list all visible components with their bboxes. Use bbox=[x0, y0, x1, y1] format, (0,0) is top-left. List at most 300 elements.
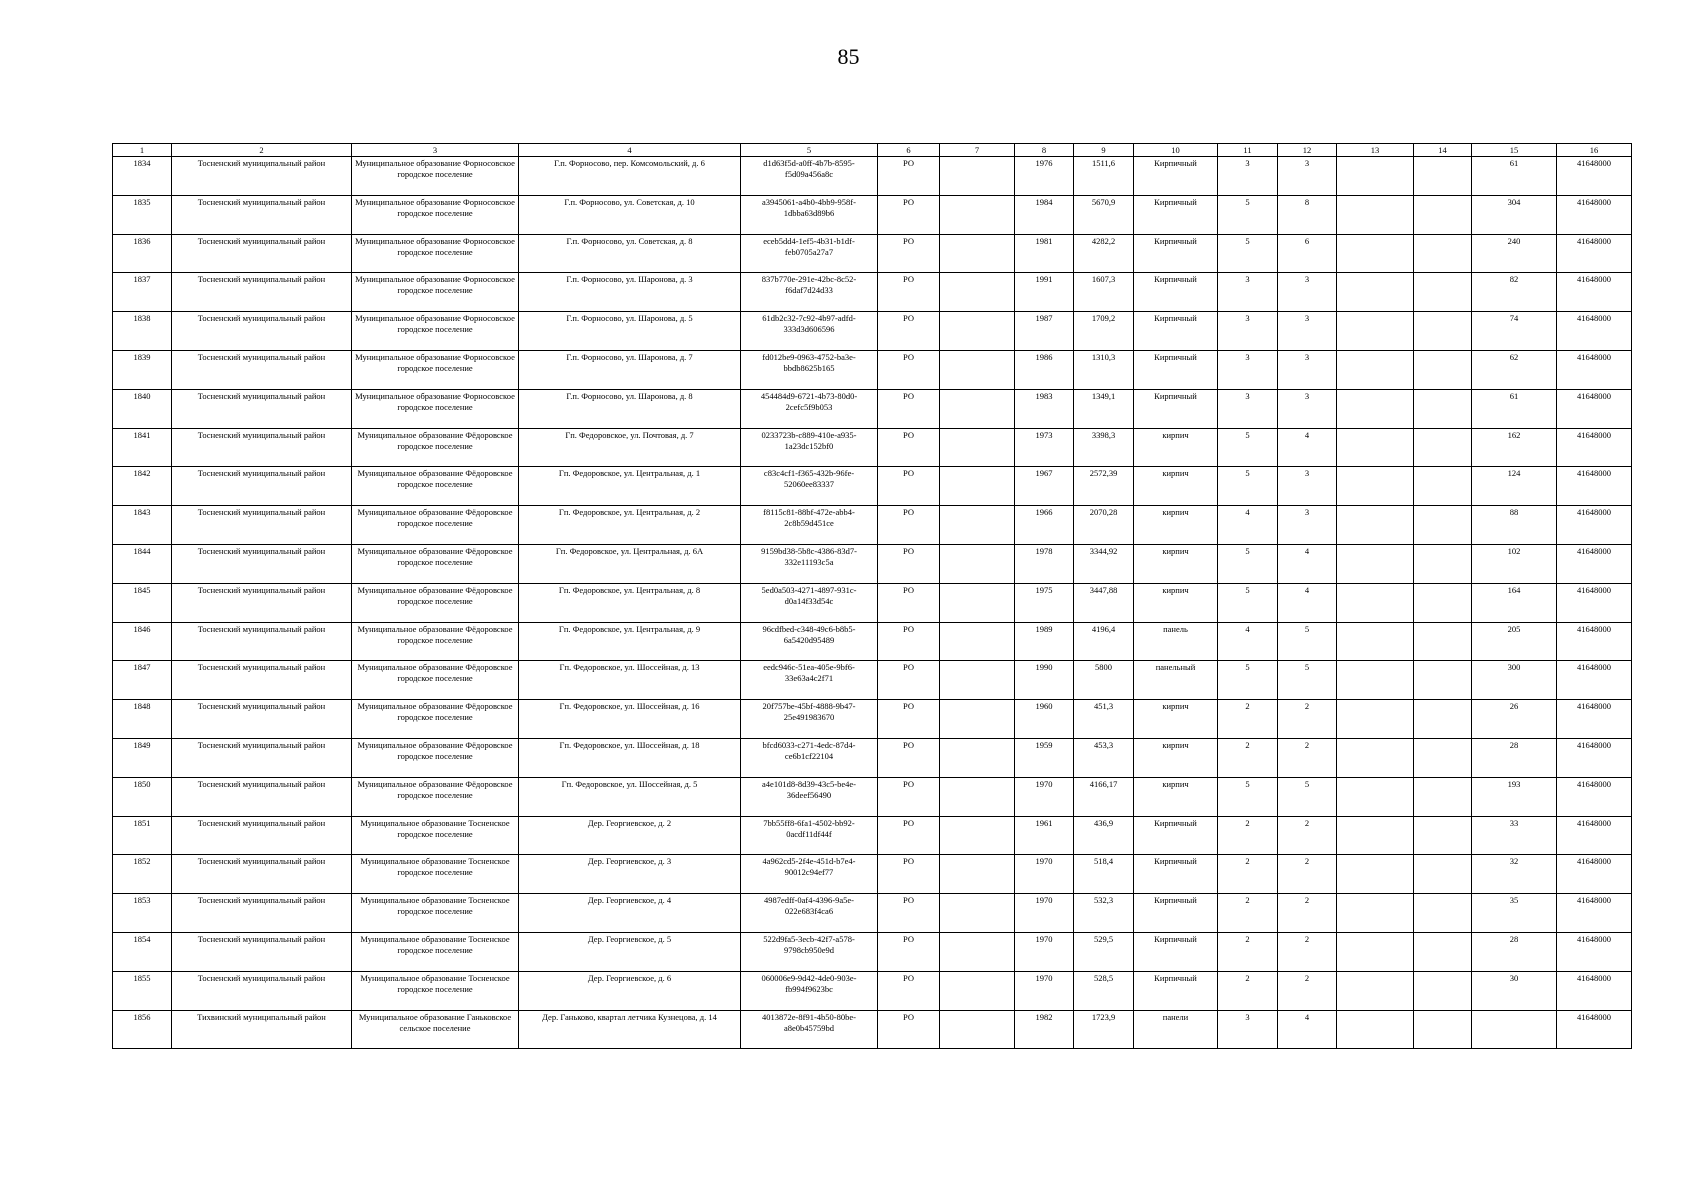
table-row bbox=[113, 661, 1632, 700]
cell-col-oktmo: 41648000 bbox=[1557, 1010, 1632, 1048]
cell-col-entrances: 3 bbox=[1278, 467, 1337, 506]
cell-col-floors: 3 bbox=[1218, 312, 1278, 351]
cell-col-municipality: Муниципальное образование Форносовское городское поселение bbox=[352, 157, 519, 196]
cell-col-municipality: Муниципальное образование Фёдоровское городское поселение bbox=[352, 661, 519, 700]
cell-col-area: 529,5 bbox=[1074, 932, 1134, 971]
cell-col-number: 1848 bbox=[113, 700, 172, 739]
cell-col-floors: 3 bbox=[1218, 157, 1278, 196]
table-row bbox=[113, 467, 1632, 506]
cell-col-municipality: Муниципальное образование Фёдоровское городское поселение bbox=[352, 738, 519, 777]
cell-col-municipality: Муниципальное образование Тосненское городское поселение bbox=[352, 816, 519, 855]
cell-col-type: РО bbox=[878, 894, 940, 933]
cell-col-district: Тосненский муниципальный район bbox=[172, 777, 352, 816]
cell-col-area: 3398,3 bbox=[1074, 428, 1134, 467]
cell-col-municipality: Муниципальное образование Форносовское городское поселение bbox=[352, 389, 519, 428]
cell-col-guid: 4a962cd5-2f4e-451d-b7e4-90012c94ef77 bbox=[741, 855, 878, 894]
cell-col-municipality: Муниципальное образование Форносовское городское поселение bbox=[352, 350, 519, 389]
cell-col-number: 1841 bbox=[113, 428, 172, 467]
cell-col-material: Кирпичный bbox=[1134, 971, 1218, 1010]
cell-col-district: Тосненский муниципальный район bbox=[172, 583, 352, 622]
cell-col-area: 532,3 bbox=[1074, 894, 1134, 933]
cell-col-residents: 162 bbox=[1472, 428, 1557, 467]
cell-col-empty-14 bbox=[1414, 622, 1472, 661]
cell-col-empty-13 bbox=[1337, 894, 1414, 933]
cell-col-area: 1723,9 bbox=[1074, 1010, 1134, 1048]
cell-col-entrances: 4 bbox=[1278, 583, 1337, 622]
cell-col-district: Тосненский муниципальный район bbox=[172, 661, 352, 700]
cell-col-district: Тосненский муниципальный район bbox=[172, 932, 352, 971]
cell-col-material: Кирпичный bbox=[1134, 389, 1218, 428]
header-cell-col-district: 2 bbox=[172, 144, 352, 157]
header-cell-col-material: 10 bbox=[1134, 144, 1218, 157]
cell-col-empty-14 bbox=[1414, 777, 1472, 816]
cell-col-district: Тосненский муниципальный район bbox=[172, 234, 352, 273]
cell-col-empty-13 bbox=[1337, 234, 1414, 273]
cell-col-district: Тосненский муниципальный район bbox=[172, 389, 352, 428]
cell-col-municipality: Муниципальное образование Форносовское городское поселение bbox=[352, 195, 519, 234]
cell-col-residents: 82 bbox=[1472, 273, 1557, 312]
cell-col-area: 4196,4 bbox=[1074, 622, 1134, 661]
cell-col-floors: 2 bbox=[1218, 932, 1278, 971]
cell-col-municipality: Муниципальное образование Тосненское городское поселение bbox=[352, 932, 519, 971]
cell-col-floors: 3 bbox=[1218, 389, 1278, 428]
cell-col-address: Гп. Федоровское, ул. Центральная, д. 2 bbox=[519, 506, 741, 545]
cell-col-entrances: 2 bbox=[1278, 855, 1337, 894]
cell-col-material: кирпич bbox=[1134, 506, 1218, 545]
cell-col-year: 1987 bbox=[1015, 312, 1074, 351]
cell-col-empty-14 bbox=[1414, 544, 1472, 583]
cell-col-year: 1966 bbox=[1015, 506, 1074, 545]
cell-col-address: Дер. Георгиевское, д. 2 bbox=[519, 816, 741, 855]
cell-col-material: Кирпичный bbox=[1134, 234, 1218, 273]
cell-col-address: Г.п. Форносово, ул. Шаронова, д. 3 bbox=[519, 273, 741, 312]
cell-col-area: 5800 bbox=[1074, 661, 1134, 700]
cell-col-year: 1982 bbox=[1015, 1010, 1074, 1048]
cell-col-material: кирпич bbox=[1134, 428, 1218, 467]
cell-col-material: панели bbox=[1134, 1010, 1218, 1048]
cell-col-municipality: Муниципальное образование Ганьковское сельское поселение bbox=[352, 1010, 519, 1048]
cell-col-district: Тосненский муниципальный район bbox=[172, 544, 352, 583]
cell-col-type: РО bbox=[878, 312, 940, 351]
cell-col-residents: 28 bbox=[1472, 932, 1557, 971]
cell-col-oktmo: 41648000 bbox=[1557, 195, 1632, 234]
cell-col-municipality: Муниципальное образование Тосненское городское поселение bbox=[352, 971, 519, 1010]
cell-col-floors: 3 bbox=[1218, 350, 1278, 389]
cell-col-address: Гп. Федоровское, ул. Шоссейная, д. 18 bbox=[519, 738, 741, 777]
cell-col-district: Тосненский муниципальный район bbox=[172, 157, 352, 196]
cell-col-municipality: Муниципальное образование Фёдоровское городское поселение bbox=[352, 777, 519, 816]
cell-col-oktmo: 41648000 bbox=[1557, 234, 1632, 273]
cell-col-year: 1970 bbox=[1015, 932, 1074, 971]
header-cell-col-municipality: 3 bbox=[352, 144, 519, 157]
cell-col-oktmo: 41648000 bbox=[1557, 971, 1632, 1010]
cell-col-empty-14 bbox=[1414, 312, 1472, 351]
cell-col-address: Гп. Федоровское, ул. Центральная, д. 1 bbox=[519, 467, 741, 506]
cell-col-municipality: Муниципальное образование Фёдоровское городское поселение bbox=[352, 700, 519, 739]
table-row bbox=[113, 932, 1632, 971]
cell-col-number: 1837 bbox=[113, 273, 172, 312]
cell-col-empty-13 bbox=[1337, 700, 1414, 739]
cell-col-oktmo: 41648000 bbox=[1557, 506, 1632, 545]
header-cell-col-empty-13: 13 bbox=[1337, 144, 1414, 157]
header-row bbox=[113, 144, 1632, 157]
cell-col-type: РО bbox=[878, 816, 940, 855]
cell-col-residents: 205 bbox=[1472, 622, 1557, 661]
cell-col-empty-13 bbox=[1337, 467, 1414, 506]
cell-col-area: 1709,2 bbox=[1074, 312, 1134, 351]
cell-col-empty-14 bbox=[1414, 661, 1472, 700]
cell-col-district: Тосненский муниципальный район bbox=[172, 816, 352, 855]
table-row bbox=[113, 195, 1632, 234]
cell-col-floors: 3 bbox=[1218, 1010, 1278, 1048]
cell-col-empty-13 bbox=[1337, 855, 1414, 894]
table-row bbox=[113, 622, 1632, 661]
cell-col-type: РО bbox=[878, 428, 940, 467]
cell-col-empty-13 bbox=[1337, 273, 1414, 312]
cell-col-entrances: 2 bbox=[1278, 700, 1337, 739]
cell-col-empty-13 bbox=[1337, 777, 1414, 816]
cell-col-floors: 5 bbox=[1218, 195, 1278, 234]
cell-col-residents: 164 bbox=[1472, 583, 1557, 622]
cell-col-address: Г.п. Форносово, ул. Советская, д. 8 bbox=[519, 234, 741, 273]
cell-col-oktmo: 41648000 bbox=[1557, 661, 1632, 700]
cell-col-residents: 26 bbox=[1472, 700, 1557, 739]
cell-col-empty-14 bbox=[1414, 855, 1472, 894]
cell-col-year: 1970 bbox=[1015, 894, 1074, 933]
cell-col-empty-7 bbox=[940, 583, 1015, 622]
cell-col-municipality: Муниципальное образование Форносовское городское поселение bbox=[352, 312, 519, 351]
cell-col-guid: 060006e9-9d42-4de0-903e-fb994f9623bc bbox=[741, 971, 878, 1010]
cell-col-number: 1838 bbox=[113, 312, 172, 351]
cell-col-guid: c83c4cf1-f365-432b-96fe-52060ee83337 bbox=[741, 467, 878, 506]
cell-col-entrances: 5 bbox=[1278, 777, 1337, 816]
cell-col-entrances: 2 bbox=[1278, 894, 1337, 933]
cell-col-address: Г.п. Форносово, ул. Советская, д. 10 bbox=[519, 195, 741, 234]
cell-col-empty-14 bbox=[1414, 350, 1472, 389]
header-cell-col-guid: 5 bbox=[741, 144, 878, 157]
cell-col-number: 1840 bbox=[113, 389, 172, 428]
cell-col-residents: 304 bbox=[1472, 195, 1557, 234]
cell-col-empty-7 bbox=[940, 1010, 1015, 1048]
header-cell-col-entrances: 12 bbox=[1278, 144, 1337, 157]
cell-col-floors: 2 bbox=[1218, 971, 1278, 1010]
cell-col-guid: 20f757be-45bf-4888-9b47-25e491983670 bbox=[741, 700, 878, 739]
cell-col-oktmo: 41648000 bbox=[1557, 777, 1632, 816]
cell-col-oktmo: 41648000 bbox=[1557, 467, 1632, 506]
cell-col-year: 1983 bbox=[1015, 389, 1074, 428]
cell-col-empty-7 bbox=[940, 661, 1015, 700]
cell-col-type: РО bbox=[878, 622, 940, 661]
cell-col-address: Гп. Федоровское, ул. Центральная, д. 9 bbox=[519, 622, 741, 661]
header-cell-col-address: 4 bbox=[519, 144, 741, 157]
header-cell-col-year: 8 bbox=[1015, 144, 1074, 157]
cell-col-type: РО bbox=[878, 932, 940, 971]
cell-col-residents: 33 bbox=[1472, 816, 1557, 855]
cell-col-empty-13 bbox=[1337, 157, 1414, 196]
cell-col-type: РО bbox=[878, 855, 940, 894]
table-row bbox=[113, 855, 1632, 894]
cell-col-municipality: Муниципальное образование Форносовское городское поселение bbox=[352, 234, 519, 273]
cell-col-entrances: 3 bbox=[1278, 506, 1337, 545]
cell-col-empty-13 bbox=[1337, 312, 1414, 351]
cell-col-type: РО bbox=[878, 273, 940, 312]
cell-col-entrances: 2 bbox=[1278, 971, 1337, 1010]
cell-col-empty-14 bbox=[1414, 467, 1472, 506]
cell-col-material: кирпич bbox=[1134, 583, 1218, 622]
cell-col-year: 1961 bbox=[1015, 816, 1074, 855]
cell-col-guid: 0233723b-c889-410e-a935-1a23dc152bf0 bbox=[741, 428, 878, 467]
cell-col-empty-14 bbox=[1414, 506, 1472, 545]
cell-col-year: 1973 bbox=[1015, 428, 1074, 467]
cell-col-district: Тихвинский муниципальный район bbox=[172, 1010, 352, 1048]
cell-col-entrances: 4 bbox=[1278, 1010, 1337, 1048]
cell-col-floors: 5 bbox=[1218, 234, 1278, 273]
cell-col-area: 1349,1 bbox=[1074, 389, 1134, 428]
cell-col-empty-13 bbox=[1337, 350, 1414, 389]
header-cell-col-residents: 15 bbox=[1472, 144, 1557, 157]
cell-col-year: 1970 bbox=[1015, 777, 1074, 816]
cell-col-guid: 96cdfbed-c348-49c6-b8b5-6a5420d95489 bbox=[741, 622, 878, 661]
cell-col-empty-14 bbox=[1414, 1010, 1472, 1048]
cell-col-entrances: 6 bbox=[1278, 234, 1337, 273]
header-cell-col-type: 6 bbox=[878, 144, 940, 157]
cell-col-oktmo: 41648000 bbox=[1557, 738, 1632, 777]
cell-col-municipality: Муниципальное образование Фёдоровское городское поселение bbox=[352, 428, 519, 467]
cell-col-residents: 74 bbox=[1472, 312, 1557, 351]
cell-col-entrances: 3 bbox=[1278, 350, 1337, 389]
cell-col-residents: 124 bbox=[1472, 467, 1557, 506]
cell-col-entrances: 4 bbox=[1278, 428, 1337, 467]
cell-col-type: РО bbox=[878, 1010, 940, 1048]
cell-col-guid: a3945061-a4b0-4bb9-958f-1dbba63d89b6 bbox=[741, 195, 878, 234]
cell-col-empty-7 bbox=[940, 971, 1015, 1010]
cell-col-district: Тосненский муниципальный район bbox=[172, 506, 352, 545]
cell-col-material: кирпич bbox=[1134, 544, 1218, 583]
cell-col-municipality: Муниципальное образование Тосненское городское поселение bbox=[352, 894, 519, 933]
cell-col-address: Гп. Федоровское, ул. Шоссейная, д. 5 bbox=[519, 777, 741, 816]
cell-col-number: 1851 bbox=[113, 816, 172, 855]
cell-col-residents: 102 bbox=[1472, 544, 1557, 583]
cell-col-type: РО bbox=[878, 467, 940, 506]
cell-col-guid: fd012be9-0963-4752-ba3e-bbdb8625b165 bbox=[741, 350, 878, 389]
cell-col-entrances: 8 bbox=[1278, 195, 1337, 234]
cell-col-residents: 32 bbox=[1472, 855, 1557, 894]
cell-col-municipality: Муниципальное образование Фёдоровское городское поселение bbox=[352, 622, 519, 661]
cell-col-number: 1850 bbox=[113, 777, 172, 816]
cell-col-area: 2572,39 bbox=[1074, 467, 1134, 506]
cell-col-material: кирпич bbox=[1134, 700, 1218, 739]
cell-col-address: Дер. Ганьково, квартал летчика Кузнецова, д. 14 bbox=[519, 1010, 741, 1048]
cell-col-type: РО bbox=[878, 583, 940, 622]
cell-col-material: Кирпичный bbox=[1134, 273, 1218, 312]
cell-col-entrances: 4 bbox=[1278, 544, 1337, 583]
cell-col-address: Гп. Федоровское, ул. Почтовая, д. 7 bbox=[519, 428, 741, 467]
cell-col-empty-7 bbox=[940, 932, 1015, 971]
cell-col-guid: 4987edff-0af4-4396-9a5e-022e683f4ca6 bbox=[741, 894, 878, 933]
cell-col-material: Кирпичный bbox=[1134, 350, 1218, 389]
cell-col-number: 1855 bbox=[113, 971, 172, 1010]
table-row bbox=[113, 894, 1632, 933]
table-row bbox=[113, 273, 1632, 312]
cell-col-year: 1986 bbox=[1015, 350, 1074, 389]
cell-col-guid: bfcd6033-c271-4edc-87d4-ce6b1cf22104 bbox=[741, 738, 878, 777]
cell-col-district: Тосненский муниципальный район bbox=[172, 894, 352, 933]
cell-col-oktmo: 41648000 bbox=[1557, 700, 1632, 739]
cell-col-residents: 61 bbox=[1472, 389, 1557, 428]
cell-col-district: Тосненский муниципальный район bbox=[172, 738, 352, 777]
cell-col-material: Кирпичный bbox=[1134, 195, 1218, 234]
cell-col-residents: 61 bbox=[1472, 157, 1557, 196]
cell-col-empty-14 bbox=[1414, 700, 1472, 739]
cell-col-area: 4166,17 bbox=[1074, 777, 1134, 816]
table-row bbox=[113, 1010, 1632, 1048]
cell-col-entrances: 3 bbox=[1278, 273, 1337, 312]
cell-col-year: 1960 bbox=[1015, 700, 1074, 739]
header-cell-col-area: 9 bbox=[1074, 144, 1134, 157]
cell-col-number: 1856 bbox=[113, 1010, 172, 1048]
cell-col-material: кирпич bbox=[1134, 467, 1218, 506]
table-row bbox=[113, 506, 1632, 545]
cell-col-area: 1607,3 bbox=[1074, 273, 1134, 312]
cell-col-floors: 5 bbox=[1218, 583, 1278, 622]
cell-col-guid: 4013872e-8f91-4b50-80be-a8e0b45759bd bbox=[741, 1010, 878, 1048]
cell-col-material: Кирпичный bbox=[1134, 855, 1218, 894]
cell-col-floors: 2 bbox=[1218, 738, 1278, 777]
cell-col-guid: 61db2c32-7c92-4b97-adfd-333d3d606596 bbox=[741, 312, 878, 351]
cell-col-address: Дер. Георгиевское, д. 4 bbox=[519, 894, 741, 933]
cell-col-address: Г.п. Форносово, ул. Шаронова, д. 8 bbox=[519, 389, 741, 428]
cell-col-empty-7 bbox=[940, 777, 1015, 816]
cell-col-area: 451,3 bbox=[1074, 700, 1134, 739]
cell-col-material: панель bbox=[1134, 622, 1218, 661]
cell-col-floors: 4 bbox=[1218, 622, 1278, 661]
cell-col-year: 1989 bbox=[1015, 622, 1074, 661]
cell-col-material: Кирпичный bbox=[1134, 932, 1218, 971]
table-row bbox=[113, 738, 1632, 777]
cell-col-year: 1978 bbox=[1015, 544, 1074, 583]
cell-col-empty-14 bbox=[1414, 816, 1472, 855]
cell-col-guid: 5ed0a503-4271-4897-931c-d0a14f33d54c bbox=[741, 583, 878, 622]
cell-col-year: 1981 bbox=[1015, 234, 1074, 273]
cell-col-type: РО bbox=[878, 777, 940, 816]
cell-col-number: 1854 bbox=[113, 932, 172, 971]
cell-col-number: 1853 bbox=[113, 894, 172, 933]
cell-col-material: Кирпичный bbox=[1134, 157, 1218, 196]
cell-col-type: РО bbox=[878, 700, 940, 739]
cell-col-number: 1842 bbox=[113, 467, 172, 506]
table-row bbox=[113, 544, 1632, 583]
cell-col-type: РО bbox=[878, 157, 940, 196]
cell-col-address: Дер. Георгиевское, д. 6 bbox=[519, 971, 741, 1010]
cell-col-empty-13 bbox=[1337, 661, 1414, 700]
cell-col-residents: 35 bbox=[1472, 894, 1557, 933]
cell-col-district: Тосненский муниципальный район bbox=[172, 467, 352, 506]
cell-col-empty-14 bbox=[1414, 157, 1472, 196]
table-row bbox=[113, 777, 1632, 816]
cell-col-entrances: 2 bbox=[1278, 738, 1337, 777]
cell-col-guid: eceb5dd4-1ef5-4b31-b1df-feb0705a27a7 bbox=[741, 234, 878, 273]
header-cell-col-number: 1 bbox=[113, 144, 172, 157]
cell-col-empty-7 bbox=[940, 894, 1015, 933]
cell-col-number: 1849 bbox=[113, 738, 172, 777]
cell-col-oktmo: 41648000 bbox=[1557, 855, 1632, 894]
cell-col-entrances: 5 bbox=[1278, 661, 1337, 700]
cell-col-address: Гп. Федоровское, ул. Шоссейная, д. 13 bbox=[519, 661, 741, 700]
cell-col-empty-7 bbox=[940, 544, 1015, 583]
cell-col-address: Дер. Георгиевское, д. 5 bbox=[519, 932, 741, 971]
cell-col-area: 436,9 bbox=[1074, 816, 1134, 855]
cell-col-area: 5670,9 bbox=[1074, 195, 1134, 234]
cell-col-area: 1511,6 bbox=[1074, 157, 1134, 196]
cell-col-floors: 2 bbox=[1218, 855, 1278, 894]
cell-col-empty-14 bbox=[1414, 428, 1472, 467]
cell-col-type: РО bbox=[878, 971, 940, 1010]
cell-col-empty-13 bbox=[1337, 506, 1414, 545]
cell-col-oktmo: 41648000 bbox=[1557, 157, 1632, 196]
cell-col-area: 453,3 bbox=[1074, 738, 1134, 777]
cell-col-residents: 300 bbox=[1472, 661, 1557, 700]
cell-col-oktmo: 41648000 bbox=[1557, 389, 1632, 428]
cell-col-residents: 193 bbox=[1472, 777, 1557, 816]
cell-col-floors: 2 bbox=[1218, 700, 1278, 739]
cell-col-number: 1844 bbox=[113, 544, 172, 583]
page-number: 85 bbox=[837, 44, 860, 69]
cell-col-floors: 5 bbox=[1218, 467, 1278, 506]
cell-col-address: Г.п. Форносово, ул. Шаронова, д. 5 bbox=[519, 312, 741, 351]
cell-col-year: 1970 bbox=[1015, 971, 1074, 1010]
table-row bbox=[113, 816, 1632, 855]
cell-col-material: Кирпичный bbox=[1134, 816, 1218, 855]
cell-col-empty-7 bbox=[940, 428, 1015, 467]
cell-col-number: 1836 bbox=[113, 234, 172, 273]
cell-col-entrances: 3 bbox=[1278, 389, 1337, 428]
cell-col-empty-7 bbox=[940, 350, 1015, 389]
cell-col-number: 1845 bbox=[113, 583, 172, 622]
cell-col-empty-7 bbox=[940, 273, 1015, 312]
cell-col-empty-13 bbox=[1337, 389, 1414, 428]
table-row bbox=[113, 583, 1632, 622]
cell-col-municipality: Муниципальное образование Тосненское городское поселение bbox=[352, 855, 519, 894]
cell-col-year: 1959 bbox=[1015, 738, 1074, 777]
cell-col-empty-13 bbox=[1337, 428, 1414, 467]
cell-col-empty-7 bbox=[940, 506, 1015, 545]
cell-col-number: 1835 bbox=[113, 195, 172, 234]
cell-col-floors: 2 bbox=[1218, 894, 1278, 933]
cell-col-district: Тосненский муниципальный район bbox=[172, 971, 352, 1010]
cell-col-area: 4282,2 bbox=[1074, 234, 1134, 273]
cell-col-year: 1975 bbox=[1015, 583, 1074, 622]
cell-col-number: 1834 bbox=[113, 157, 172, 196]
cell-col-year: 1967 bbox=[1015, 467, 1074, 506]
cell-col-area: 3447,88 bbox=[1074, 583, 1134, 622]
cell-col-empty-14 bbox=[1414, 273, 1472, 312]
table-body bbox=[113, 157, 1632, 1049]
cell-col-address: Гп. Федоровское, ул. Шоссейная, д. 16 bbox=[519, 700, 741, 739]
cell-col-guid: d1d63f5d-a0ff-4b7b-8595-f5d09a456a8c bbox=[741, 157, 878, 196]
cell-col-oktmo: 41648000 bbox=[1557, 622, 1632, 661]
cell-col-empty-13 bbox=[1337, 1010, 1414, 1048]
cell-col-residents: 30 bbox=[1472, 971, 1557, 1010]
cell-col-year: 1991 bbox=[1015, 273, 1074, 312]
cell-col-oktmo: 41648000 bbox=[1557, 816, 1632, 855]
cell-col-entrances: 5 bbox=[1278, 622, 1337, 661]
cell-col-oktmo: 41648000 bbox=[1557, 428, 1632, 467]
cell-col-type: РО bbox=[878, 389, 940, 428]
cell-col-material: кирпич bbox=[1134, 777, 1218, 816]
cell-col-number: 1847 bbox=[113, 661, 172, 700]
cell-col-material: кирпич bbox=[1134, 738, 1218, 777]
cell-col-oktmo: 41648000 bbox=[1557, 894, 1632, 933]
